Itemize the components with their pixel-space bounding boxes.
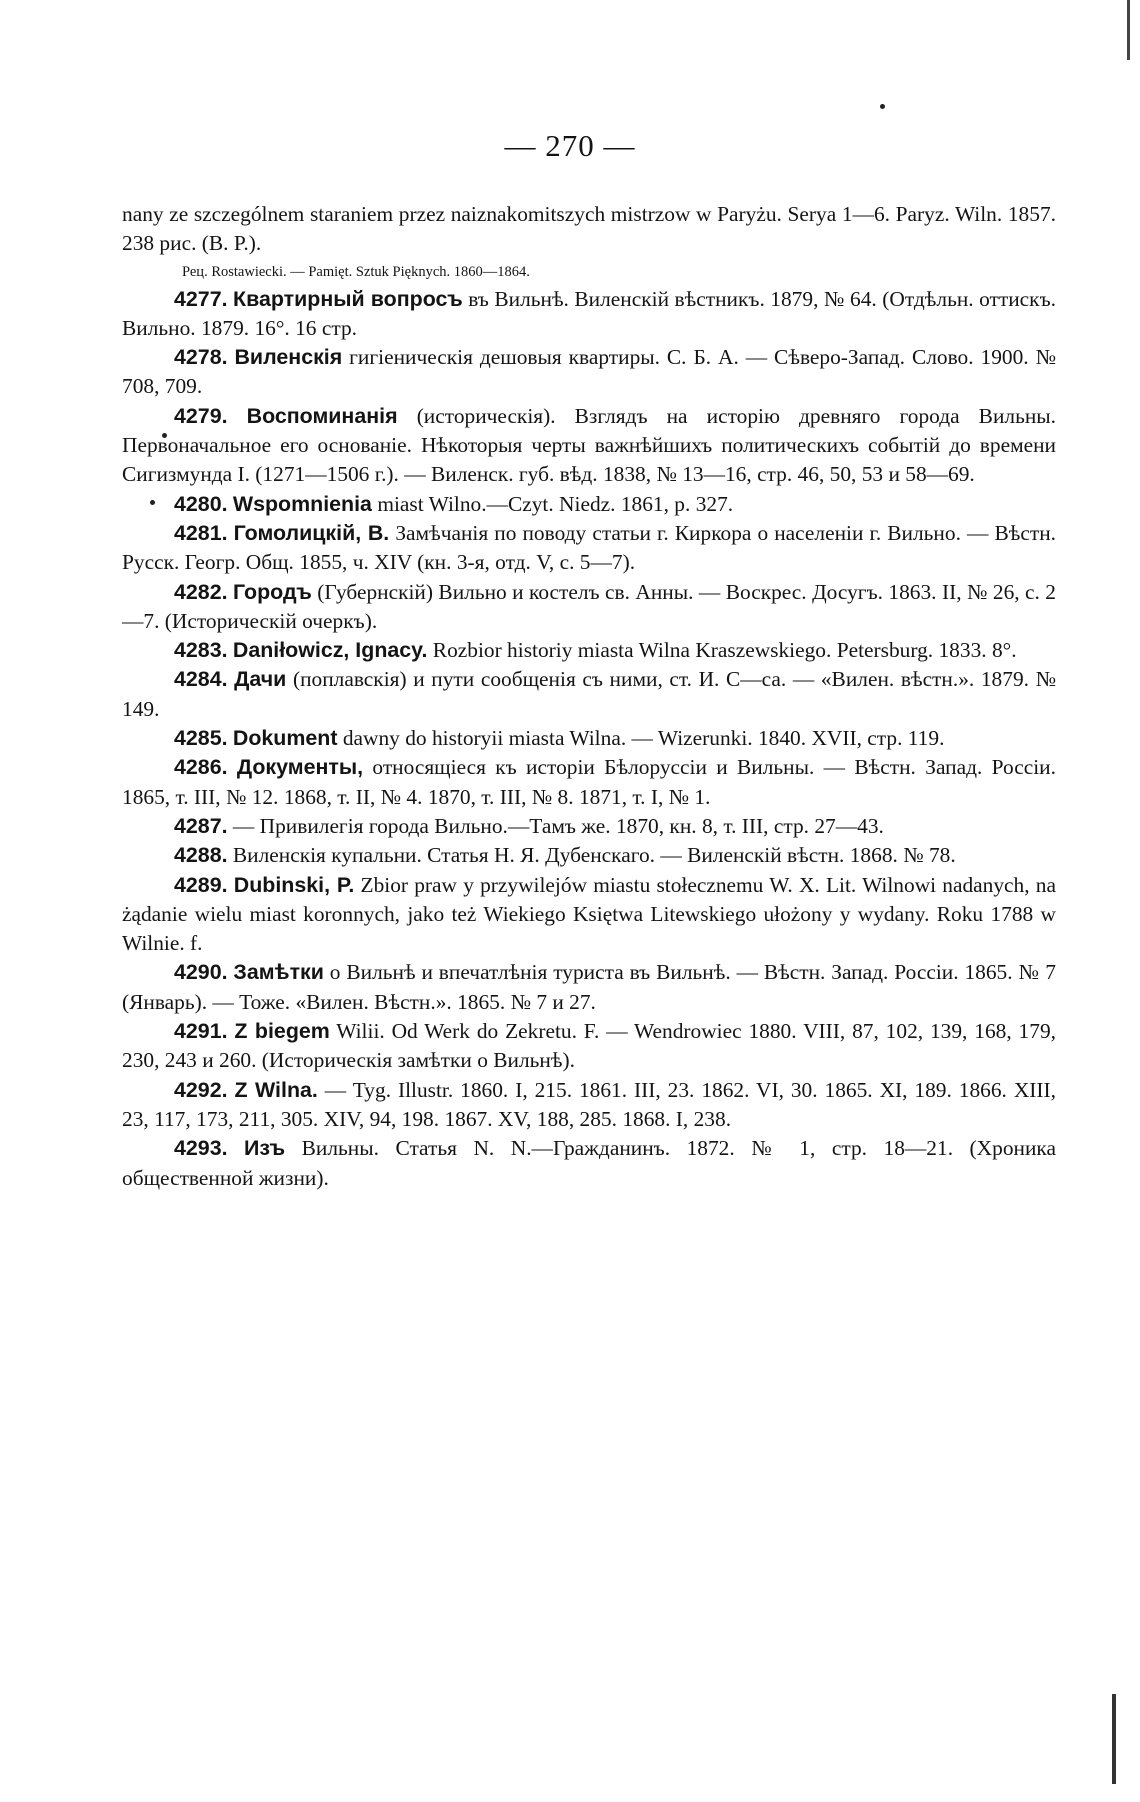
entry-heading: Dokument bbox=[232, 726, 338, 751]
bibliography-entry bbox=[122, 1017, 1056, 1076]
ink-dot bbox=[880, 104, 885, 109]
entry-heading: Квартирный вопросъ bbox=[233, 286, 463, 311]
entry-number: 4284. bbox=[174, 667, 228, 692]
entry-text: — Tyg. Illustr. 1860. I, 215. 1861. III, 23. 1862. VI, 30. 1865. XI, 189. 1866. XIII, 23, 117, 173, 211, 305. XIV, 94, 198. 1867. XV, 188, 285. 1868. I, 238. bbox=[122, 1077, 1056, 1131]
entry-heading: Z biegem bbox=[234, 1019, 330, 1044]
entry-number: 4278. bbox=[174, 345, 228, 370]
entry-number: 4293. bbox=[174, 1136, 228, 1161]
bibliography-entry bbox=[122, 753, 1056, 812]
entry-text: гигіеническія дешовыя квартиры. С. Б. А. — Сѣверо-Запад. Слово. 1900. № 708, 709. bbox=[122, 345, 1056, 399]
entry-text: (поплавскія) и пути сообщенія съ ними, ст. И. С—са. — «Вилен. вѣстн.». 1879. № 149. bbox=[122, 667, 1057, 721]
entry-number: 4277. bbox=[174, 286, 228, 311]
entry-number: 4280. bbox=[174, 491, 228, 516]
entry-text: (Губернскій) Вильно и костелъ св. Анны. — Воскрес. Досугъ. 1863. II, № 26, с. 2—7. (Историческій очеркъ). bbox=[122, 579, 1057, 633]
bibliography-entry bbox=[122, 665, 1056, 724]
scan-edge-mark bbox=[1112, 1694, 1116, 1784]
entry-heading: Dubinski, P. bbox=[233, 872, 355, 897]
entry-text: Вильны. Статья N. N.—Гражданинъ. 1872. № 1, стр. 18—21. (Хроника общественной жизни). bbox=[122, 1136, 1056, 1190]
entry-heading: Гомолицкій, В. bbox=[233, 520, 390, 545]
entry-number: 4286. bbox=[174, 755, 228, 780]
entry-text: въ Вильнѣ. Виленскій вѣстникъ. 1879, № 64. (Отдѣльн. оттискъ. Вильно. 1879. 16°. 16 стр. bbox=[122, 286, 1056, 340]
entry-number: 4285. bbox=[174, 726, 228, 751]
entry-heading: Замѣтки bbox=[233, 960, 324, 985]
bibliography-entry bbox=[122, 841, 1056, 870]
entry-number: 4282. bbox=[174, 579, 228, 604]
entry-number: 4288. bbox=[174, 843, 228, 868]
entry-heading: Воспоминанія bbox=[246, 403, 398, 428]
entry-heading: Wspomnienia bbox=[232, 491, 372, 516]
entry-heading: Z Wilna. bbox=[234, 1077, 318, 1102]
entry-text: — Привилегія города Вильно.—Тамъ же. 1870, кн. 8, т. III, стр. 27—43. bbox=[232, 813, 884, 838]
entry-heading: Daniłowicz, Ignacy. bbox=[232, 638, 428, 663]
entry-number: 4279. bbox=[174, 403, 228, 428]
entry-number: 4291. bbox=[174, 1019, 228, 1044]
bibliography-entry bbox=[122, 958, 1056, 1017]
entry-text: Рец. Rostawiecki. — Pamięt. Sztuk Pięknych. 1860—1864. bbox=[182, 263, 530, 280]
entry-text: Rozbior historiy miasta Wilna Kraszewskiego. Petersburg. 1833. 8°. bbox=[432, 638, 1017, 663]
bibliography-entry bbox=[122, 519, 1056, 578]
bibliography-entry bbox=[122, 343, 1056, 402]
bibliography-entry bbox=[122, 402, 1056, 490]
entry-text: Замѣчанія по поводу статьи г. Киркора о населеніи г. Вильно. — Вѣстн. Русск. Геогр. Общ. 1855, ч. XIV (кн. 3-я, отд. V, с. 5—7). bbox=[122, 520, 1056, 575]
entry-text: Zbior praw y przywilejów miastu stołecznemu W. X. Lit. Wilnowi nadanych, na żądanie wielu miast koronnych, jako też Wiekiego Księtwa Litewskiego ułożony y wydany. Roku 1788 w Wilnie. f. bbox=[122, 872, 1056, 956]
entry-text: nany ze szczególnem staraniem przez naiznakomitszych mistrzow w Paryżu. Serya 1—6. Paryz. Wiln. 1857. 238 рис. (B. P.). bbox=[122, 202, 1056, 256]
bibliography-entry bbox=[122, 490, 1056, 519]
entry-text: относящіеся къ исторіи Бѣлоруссіи и Вильны. — Вѣстн. Запад. Россіи. 1865, т. III, № 12. 1868, т. II, № 4. 1870, т. III, № 8. 1871, т. I, № 1. bbox=[122, 755, 1056, 809]
bibliography-entry bbox=[122, 871, 1056, 959]
entry-continuation bbox=[122, 200, 1056, 259]
review-note bbox=[122, 259, 1056, 285]
entry-text: Wilii. Od Werk do Zekretu. F. — Wendrowiec 1880. VIII, 87, 102, 139, 168, 179, 230, 243 и 260. (Историческія замѣтки о Вильнѣ). bbox=[122, 1019, 1056, 1073]
entry-text: (историческія). Взглядъ на исторію древняго города Вильны. Первоначальное его основаніе. Нѣкоторыя черты важнѣйшихъ политическихъ событій до времени Сигизмунда I. (1271—1506 г.). — Виленск. губ. вѣд. 1838, № 13—16, стр. 46, 50, 53 и 58—69. bbox=[122, 403, 1056, 487]
entry-text: dawny do historyii miasta Wilna. — Wizerunki. 1840. XVII, стр. 119. bbox=[342, 726, 945, 751]
bibliography-entry bbox=[122, 636, 1056, 665]
scan-edge-mark bbox=[1127, 0, 1130, 60]
bibliography-entry bbox=[122, 578, 1056, 637]
entry-number: 4292. bbox=[174, 1077, 228, 1102]
entry-number: 4290. bbox=[174, 960, 228, 985]
entry-heading: Виленскія bbox=[234, 345, 343, 370]
bibliography-entry bbox=[122, 285, 1056, 344]
bibliography-entry bbox=[122, 1134, 1056, 1193]
entry-text: miast Wilno.—Czyt. Niedz. 1861, p. 327. bbox=[377, 491, 734, 516]
entry-number: 4281. bbox=[174, 520, 228, 545]
page-number: — 270 — bbox=[504, 128, 636, 163]
entry-heading: Городъ bbox=[232, 579, 312, 604]
entry-number: 4283. bbox=[174, 638, 228, 663]
entry-heading: Изъ bbox=[244, 1136, 286, 1161]
entry-number: 4287. bbox=[174, 813, 228, 838]
bibliography-entry bbox=[122, 1076, 1056, 1135]
entry-heading: Документы, bbox=[236, 755, 364, 780]
entry-text: Виленскія купальни. Статья Н. Я. Дубенскаго. — Виленскій вѣстн. 1868. № 78. bbox=[232, 843, 956, 868]
entry-heading: Дачи bbox=[234, 667, 287, 692]
bibliography-text bbox=[122, 200, 1056, 1193]
entry-number: 4289. bbox=[174, 872, 228, 897]
bibliography-entry bbox=[122, 724, 1056, 753]
entry-text: о Вильнѣ и впечатлѣнія туриста въ Вильнѣ. — Вѣстн. Запад. Россіи. 1865. № 7 (Январь). — Тоже. «Вилен. Вѣстн.». 1865. № 7 и 27. bbox=[122, 960, 1056, 1014]
bibliography-entry bbox=[122, 812, 1056, 841]
